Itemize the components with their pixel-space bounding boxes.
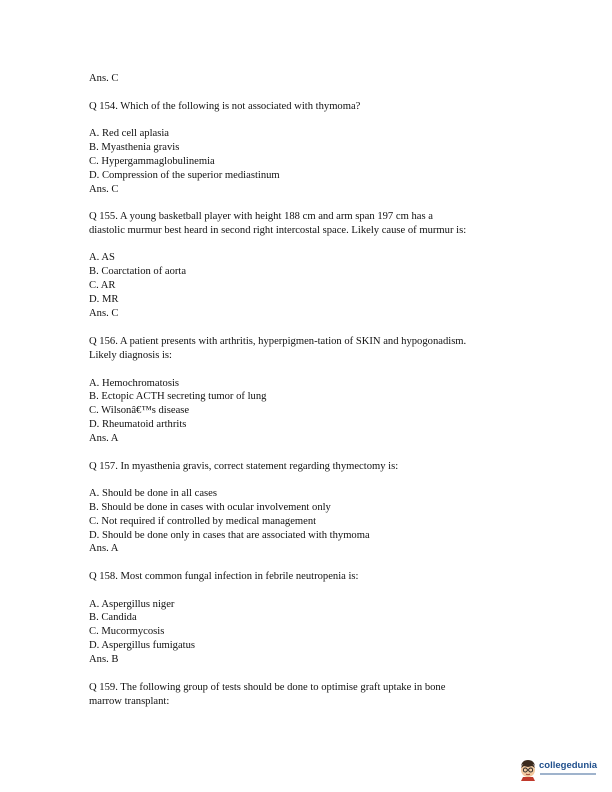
option-line: D. Aspergillus fumigatus xyxy=(89,640,196,651)
option-line: C. Mucormycosis xyxy=(89,626,165,637)
question-154: Q 154. Which of the following is not associated with thymoma? xyxy=(89,101,361,112)
option-line: A. Should be done in all cases xyxy=(89,488,217,499)
mascot-face-icon xyxy=(518,759,538,781)
question-155-cont: diastolic murmur best heard in second right intercostal space. Likely cause of murmur is: xyxy=(89,225,467,236)
answer-line: Ans. A xyxy=(89,543,119,554)
answer-line: Ans. C xyxy=(89,308,119,319)
option-line: C. AR xyxy=(89,280,116,291)
option-line: D. MR xyxy=(89,294,119,305)
option-line: B. Should be done in cases with ocular involvement only xyxy=(89,502,331,513)
option-line: C. Wilsonâ€™s disease xyxy=(89,405,190,416)
option-line: A. AS xyxy=(89,252,115,263)
question-156: Q 156. A patient presents with arthritis, hyperpigmen-tation of SKIN and hypogonadism. xyxy=(89,336,467,347)
option-line: A. Red cell aplasia xyxy=(89,128,170,139)
option-line: D. Compression of the superior mediastinum xyxy=(89,170,280,181)
option-line: B. Ectopic ACTH secreting tumor of lung xyxy=(89,391,267,402)
question-158: Q 158. Most common fungal infection in febrile neutropenia is: xyxy=(89,571,359,582)
option-line: D. Should be done only in cases that are associated with thymoma xyxy=(89,530,370,541)
logo-wordmark: collegedunia xyxy=(539,760,598,771)
question-155: Q 155. A young basketball player with height 188 cm and arm span 197 cm has a xyxy=(89,211,433,222)
option-line: D. Rheumatoid arthrits xyxy=(89,419,187,430)
answer-line: Ans. A xyxy=(89,433,119,444)
answer-line: Ans. C xyxy=(89,73,119,84)
option-line: B. Coarctation of aorta xyxy=(89,266,187,277)
logo-tagline-bar xyxy=(540,773,596,775)
answer-line: Ans. C xyxy=(89,184,119,195)
question-159: Q 159. The following group of tests should be done to optimise graft uptake in bone xyxy=(89,682,446,693)
question-159-cont: marrow transplant: xyxy=(89,696,170,707)
option-line: C. Hypergammaglobulinemia xyxy=(89,156,215,167)
option-line: A. Hemochromatosis xyxy=(89,378,180,389)
option-line: C. Not required if controlled by medical management xyxy=(89,516,317,527)
collegedunia-logo xyxy=(518,757,600,785)
option-line: B. Myasthenia gravis xyxy=(89,142,180,153)
answer-line: Ans. B xyxy=(89,654,119,665)
question-156-cont: Likely diagnosis is: xyxy=(89,350,172,361)
question-157: Q 157. In myasthenia gravis, correct statement regarding thymectomy is: xyxy=(89,461,399,472)
option-line: A. Aspergillus niger xyxy=(89,599,175,610)
option-line: B. Candida xyxy=(89,612,137,623)
